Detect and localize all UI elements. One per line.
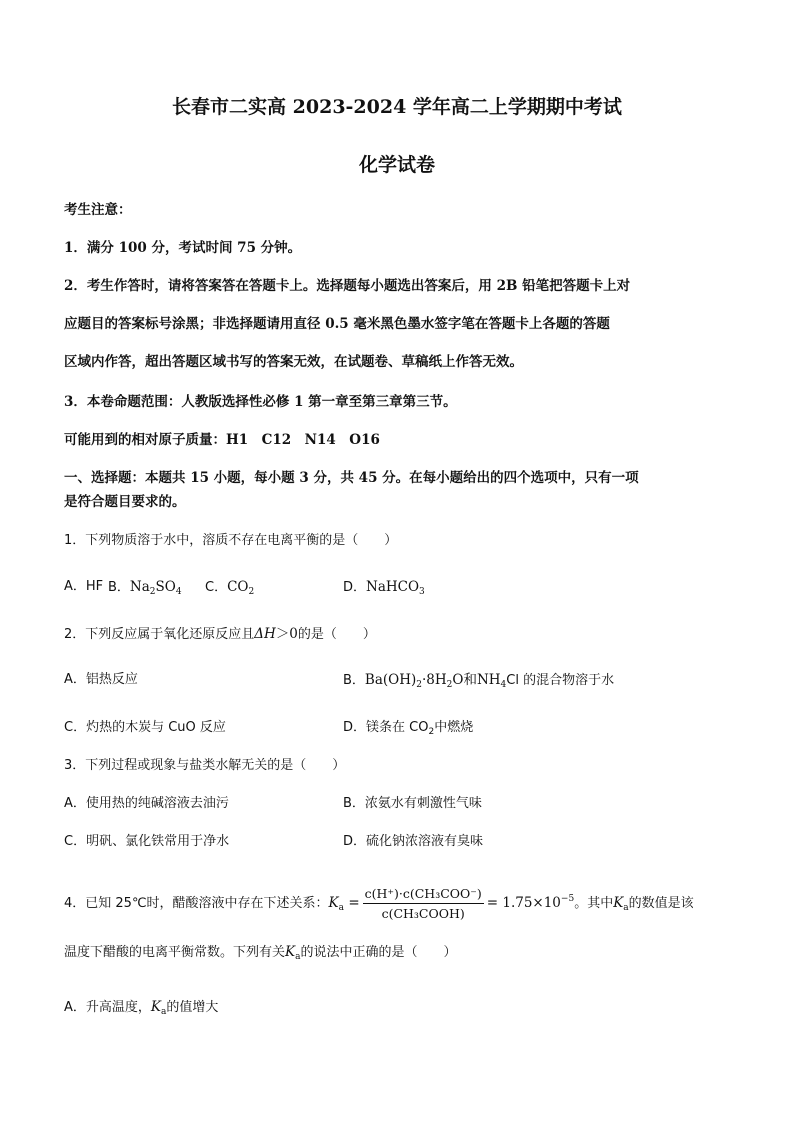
q2-option-b-sub-2b: 2 xyxy=(446,680,453,690)
q1-option-b-label: B． xyxy=(108,580,130,595)
q2-condition: ＞0 xyxy=(275,626,298,642)
question-4-stem xyxy=(64,874,694,933)
question-3-stem: 3．下列过程或现象与盐类水解无关的是（ ） xyxy=(64,758,346,773)
q4-ka-k: K xyxy=(328,895,339,911)
q1-option-d-nahco: NaHCO xyxy=(366,579,420,595)
question-4-option-a xyxy=(64,997,218,1022)
q1-option-d-label: D． xyxy=(343,580,367,595)
question-3-option-c: C．明矾、氯化铁常用于净水 xyxy=(64,834,230,849)
exam-title: 长春市二实高 2023-2024 学年高二上学期期中考试 xyxy=(172,96,622,118)
notice-item-2-line-3: 区域内作答，超出答题区域书写的答案无效，在试题卷、草稿纸上作答无效。 xyxy=(64,354,523,370)
q2-option-d-suffix: 中燃烧 xyxy=(434,720,474,735)
question-3-option-b: B．浓氨水有刺激性气味 xyxy=(343,796,482,811)
q2-stem-suffix: 的是（ ） xyxy=(297,627,376,642)
q2-option-b-label: B． xyxy=(343,673,365,688)
q1-option-b-sub-4: 4 xyxy=(175,587,182,597)
q4-line2-prefix: 温度下醋酸的电离平衡常数。下列有关 xyxy=(64,945,286,960)
atomic-mass-line: 可能用到的相对原子质量：H1 C12 N14 O16 xyxy=(64,432,380,448)
question-4-stem-line-2 xyxy=(64,942,457,967)
q4-value: = 1.75×10 xyxy=(486,895,561,911)
q4-exponent: −5 xyxy=(560,894,575,904)
q4-option-a-ka-a: a xyxy=(161,1007,167,1017)
q1-option-c-co: CO xyxy=(227,579,249,595)
q4-stem-prefix: 4．已知 25℃时，醋酸溶液中存在下述关系： xyxy=(64,896,329,911)
q2-option-b-nh: O和NH xyxy=(452,672,501,688)
q1-option-c-label: C． xyxy=(205,580,228,595)
q1-option-b-na: Na xyxy=(129,579,150,595)
question-2-stem xyxy=(64,624,376,645)
question-1-stem: 1．下列物质溶于水中，溶质不存在电离平衡的是（ ） xyxy=(64,533,398,548)
q1-option-b-sub-2: 2 xyxy=(149,587,156,597)
notice-heading: 考生注意： xyxy=(64,202,132,218)
question-1-option-b xyxy=(108,577,182,602)
notice-item-2-line-2: 应题目的答案标号涂黑；非选择题请用直径 0.5 毫米黑色墨水签字笔在答题卡上各题的答题 xyxy=(64,316,610,332)
q4-fraction-numerator: c(H⁺)·c(CH₃COO⁻) xyxy=(363,885,484,904)
section-1-line-1: 一、选择题：本题共 15 小题，每小题 3 分，共 45 分。在每小题给出的四个选项中，只有一项 xyxy=(64,470,639,486)
q2-delta-h: ΔH xyxy=(254,626,276,642)
q4-option-a-suffix: 的值增大 xyxy=(166,1000,219,1015)
q1-option-a-text: A．HF xyxy=(64,579,104,594)
question-2-option-a: A．铝热反应 xyxy=(64,672,138,687)
q4-ka-a: a xyxy=(338,903,345,913)
q4-option-a-prefix: A．升高温度， xyxy=(64,1000,151,1015)
q4-ka-a-3: a xyxy=(295,952,301,962)
q4-ka-k-3: K xyxy=(285,944,296,960)
question-2-option-d xyxy=(343,718,473,742)
q2-stem-prefix: 2．下列反应属于氧化还原反应且 xyxy=(64,627,255,642)
q2-option-d-sub-2: 2 xyxy=(428,727,435,737)
q2-option-d-prefix: D．镁条在 CO xyxy=(343,720,429,735)
q4-ka-fraction xyxy=(363,885,484,922)
q4-tail-suffix: 的数值是该 xyxy=(628,896,694,911)
q1-option-b-so: SO xyxy=(155,579,176,595)
q4-tail-prefix: 。其中 xyxy=(574,896,614,911)
q1-option-c-sub-2: 2 xyxy=(248,587,255,597)
q4-fraction-denominator: c(CH₃COOH) xyxy=(381,906,465,921)
question-1-option-c xyxy=(205,577,254,602)
q4-ka-k-2: K xyxy=(613,895,624,911)
q2-option-b-sub-4: 4 xyxy=(500,680,507,690)
question-2-option-c: C．灼热的木炭与 CuO 反应 xyxy=(64,720,226,735)
question-1-option-d xyxy=(343,577,425,602)
q4-ka-a-2: a xyxy=(623,903,629,913)
section-1-line-2: 是符合题目要求的。 xyxy=(64,494,186,510)
question-2-option-b xyxy=(343,670,614,695)
q2-option-b-suffix: Cl 的混合物溶于水 xyxy=(506,673,615,688)
notice-item-2-line-1: 2．考生作答时，请将答案答在答题卡上。选择题每小题选出答案后，用 2B 铅笔把答题卡上对 xyxy=(64,278,631,294)
q2-option-b-h: ·8H xyxy=(422,672,447,688)
notice-item-3: 3．本卷命题范围：人教版选择性必修 1 第一章至第三章第三节。 xyxy=(64,394,457,410)
notice-item-1: 1．满分 100 分，考试时间 75 分钟。 xyxy=(64,240,302,256)
q1-option-d-sub-3: 3 xyxy=(419,587,425,597)
q2-option-b-ba: Ba(OH) xyxy=(364,672,417,688)
question-3-option-a: A．使用热的纯碱溶液去油污 xyxy=(64,796,229,811)
q2-option-b-sub-2: 2 xyxy=(416,680,422,690)
exam-subtitle: 化学试卷 xyxy=(358,154,435,176)
q4-option-a-ka-k: K xyxy=(150,999,161,1015)
q4-line2-suffix: 的说法中正确的是（ ） xyxy=(300,945,457,960)
q4-equals: = xyxy=(348,895,360,911)
question-3-option-d: D．硫化钠浓溶液有臭味 xyxy=(343,834,484,849)
question-1-option-a xyxy=(64,577,103,597)
